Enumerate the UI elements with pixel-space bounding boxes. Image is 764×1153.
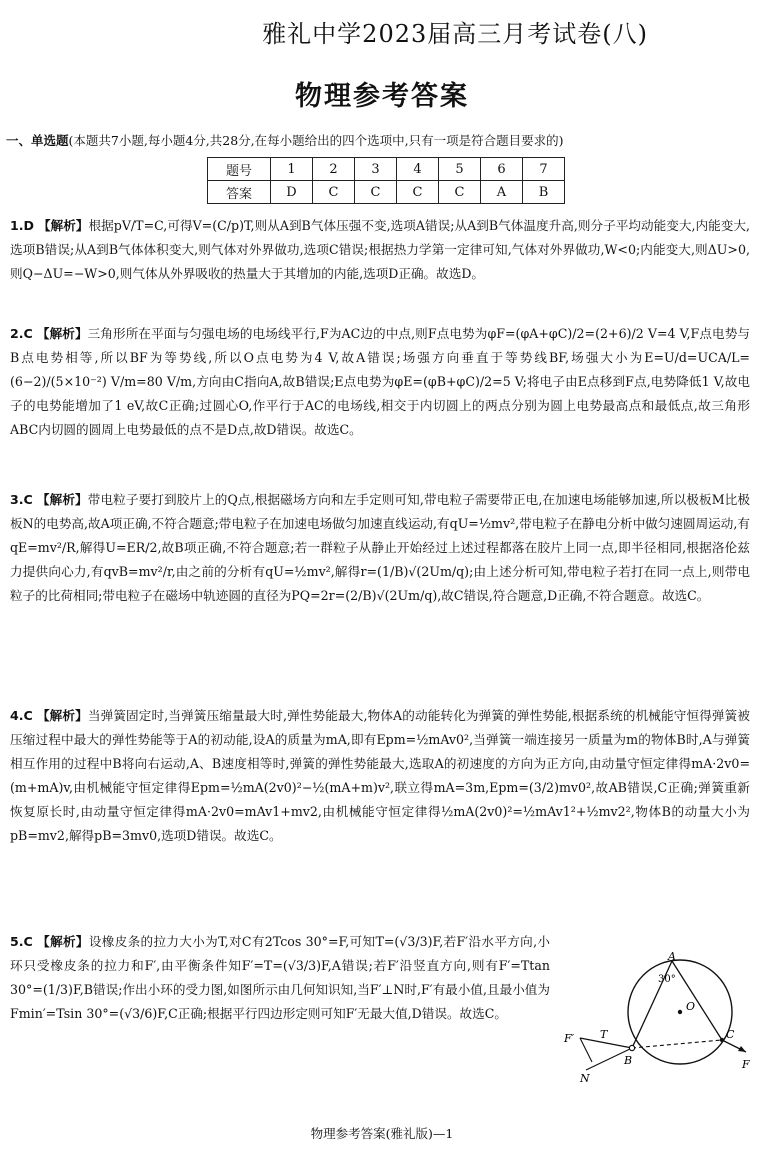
label-angle: 30° — [658, 974, 676, 985]
section-label: 一、单选题 — [6, 133, 69, 148]
question-number-cell: 2 — [313, 158, 355, 181]
answer-cell: C — [355, 181, 397, 204]
solution-number: 3.C — [10, 492, 33, 507]
solution-text: 根据pV/T=C,可得V=(C/p)T,则从A到B气体压强不变,选项A错误;从A到B气体温度升高,则分子平均动能变大,内能变大,选项B错误;从A到B气体体积变大,则气体对外界做功,选项C错误;根据热力学第一定律可知,气体对外界做功,W<0;内能变大,则ΔU>0,则Q−ΔU=−W>0,则气体从外界吸收的热量大于其增加的内能,选项D正确。故选D。 — [10, 218, 750, 281]
answer-table — [207, 157, 565, 204]
label-fprime: F′ — [564, 1032, 575, 1045]
label-t: T — [600, 1028, 608, 1041]
question-number-cell: 3 — [355, 158, 397, 181]
label-a: A — [668, 952, 676, 963]
force-diagram — [556, 952, 756, 1087]
question-number-cell: 6 — [481, 158, 523, 181]
answer-cell: C — [439, 181, 481, 204]
solution-number: 4.C — [10, 708, 33, 723]
analysis-tag: 【解析】 — [36, 492, 88, 507]
solution-text: 带电粒子要打到胶片上的Q点,根据磁场方向和左手定则可知,带电粒子需要带正电,在加速电场能够加速,所以极板M比极板N的电势高,故A项正确,不符合题意;带电粒子在加速电场做匀加速直线运动,有qU=½mv²,带电粒子在静电分析中做匀速圆周运动,有qE=mv²/R,解得U=ER/2,故B项正确,不符合题意;若一群粒子从静止开始经过上述过程都落在胶片上同一点,即半径相同,根据洛伦兹力提供向心力,有qvB=mv²/r,由之前的分析有qU=½mv²,解得r=(1/B)√(2Um/q);由上述分析可知,带电粒子若打在同一点上,则带电粒子的比荷相同;带电粒子在磁场中轨迹圆的直径为PQ=2r=(2/B)√(2Um/q),故C错误,符合题意,D正确,不符合题意。故选C。 — [10, 492, 751, 603]
solution-5 — [10, 930, 550, 1026]
solution-text: 当弹簧固定时,当弹簧压缩量最大时,弹性势能最大,物体A的动能转化为弹簧的弹性势能,根据系统的机械能守恒得弹簧被压缩过程中最大的弹性势能等于A的初动能,设A的质量为mA,即有Epm=½mAv0²,当弹簧一端连接另一质量为m的物体B时,A与弹簧相互作用的过程中B将向右运动,A、B速度相等时,弹簧的弹性势能最大,选取A的初速度的方向为正方向,由动量守恒定律得mA·2v0=(m+mA)v,由机械能守恒定律得Epm=½mA(2v0)²−½(mA+m)v²,联立得mA=3m,Epm=(3/2)mv0²,故AB错误,C正确;弹簧重新恢复原长时,由动量守恒定律得mA·2v0=mAv1+mv2,由机械能守恒定律得½mA(2v0)²=½mAv1²+½mv2²,物体B的动量大小为pB=mv2,解得pB=3mv0,选项D错误。故选C。 — [10, 708, 750, 843]
solution-2 — [10, 322, 750, 442]
force-fprime-line — [580, 1038, 592, 1062]
solution-4 — [10, 704, 750, 848]
solution-3 — [10, 488, 750, 608]
question-number-cell: 1 — [271, 158, 313, 181]
answer-cell: C — [397, 181, 439, 204]
exam-header: 雅礼中学2023届高三月考试卷(八) — [262, 20, 648, 48]
question-number-cell: 4 — [397, 158, 439, 181]
page-title: 物理参考答案 — [295, 81, 469, 112]
table-row-answers — [208, 181, 565, 204]
solution-number: 5.C — [10, 934, 33, 949]
ring-b-point — [629, 1045, 634, 1050]
analysis-tag: 【解析】 — [36, 708, 88, 723]
solution-1 — [10, 214, 750, 286]
label-f: F — [742, 1058, 750, 1071]
solution-number: 2.C — [10, 326, 33, 341]
table-row-numbers — [208, 158, 565, 181]
table-header-cell: 题号 — [208, 158, 271, 181]
section-heading — [6, 131, 563, 149]
question-number-cell: 5 — [439, 158, 481, 181]
label-n: N — [580, 1072, 590, 1085]
solution-text: 三角形所在平面与匀强电场的电场线平行,F为AC边的中点,则F点电势为φF=(φA+φC)/2=(2+6)/2 V=4 V,F点电势与B点电势相等,所以BF为等势线,所以O点电势为4 V,故A错误;场强方向垂直于等势线BF,场强大小为E=U/d=UCA/L=(6−2)/(5×10⁻²) V/m=80 V/m,方向由C指向A,故B错误;E点电势为φE=(φB+φC)/2=5 V;将电子由E点移到F点,电势降低1 V,故电子的电势能增加了1 eV,故C正确;过圆心O,作平行于AC的电场线,相交于内切圆上的两点分别为圆上电势最高点和最低点,故三角形ABC内切圆的圆周上电势最低的点不是D点,故D错误。故选C。 — [10, 326, 750, 437]
table-header-cell: 答案 — [208, 181, 271, 204]
page-footer: 物理参考答案(雅礼版)—1 — [310, 1126, 454, 1141]
question-number-cell: 7 — [523, 158, 565, 181]
analysis-tag: 【解析】 — [38, 218, 89, 233]
point-c-dot — [720, 1038, 724, 1042]
answer-cell: B — [523, 181, 565, 204]
label-b: B — [624, 1054, 633, 1067]
answer-cell: A — [481, 181, 523, 204]
force-f-arrowhead — [738, 1046, 746, 1052]
answer-cell: C — [313, 181, 355, 204]
label-c: C — [726, 1028, 735, 1041]
answer-cell: D — [271, 181, 313, 204]
analysis-tag: 【解析】 — [37, 934, 89, 949]
label-o: O — [686, 1000, 696, 1013]
solution-number: 1.D — [10, 218, 35, 233]
solution-text: 设橡皮条的拉力大小为T,对C有2Tcos 30°=F,可知T=(√3/3)F,若F′沿水平方向,小环只受橡皮条的拉力和F′,由平衡条件知F′=T=(√3/3)F,A错误;若F′沿竖直方向,则有F′=Ttan 30°=(1/3)F,B错误;作出小环的受力图,如图所示由几何知识知,当F′⊥N时,F′有最小值,且最小值为Fmin′=Tsin 30°=(√3/6)F,C正确;根据平行四边形定则可知F′无最大值,D错误。故选C。 — [10, 934, 551, 1021]
analysis-tag: 【解析】 — [36, 326, 88, 341]
center-o-dot — [678, 1010, 682, 1014]
chord-bc — [632, 1040, 722, 1048]
section-note: (本题共7小题,每小题4分,共28分,在每小题给出的四个选项中,只有一项是符合题目要求的) — [68, 133, 564, 148]
